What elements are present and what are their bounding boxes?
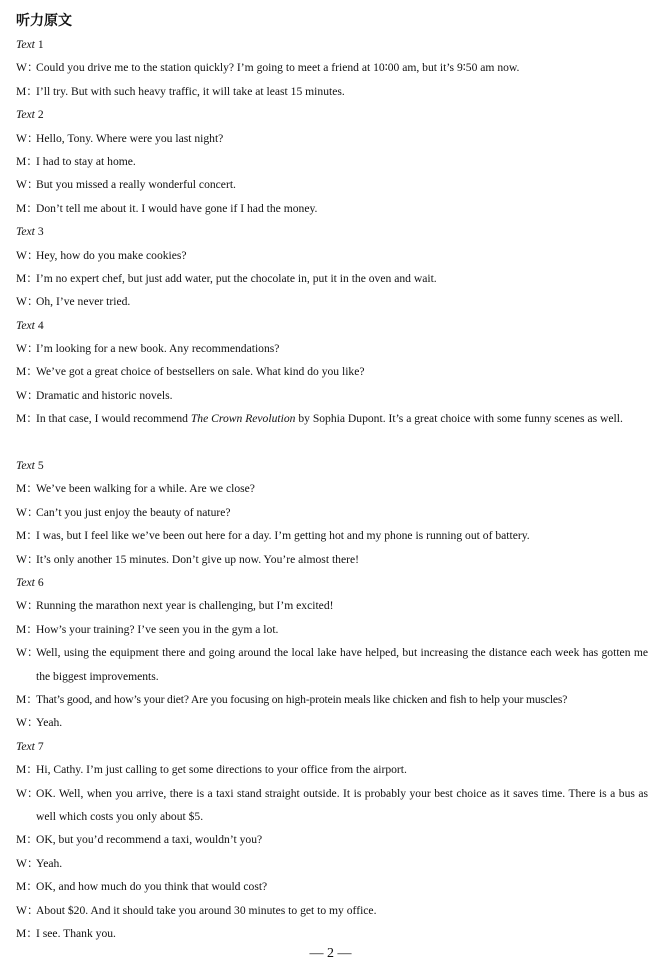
speaker: W： (16, 178, 39, 192)
dialogue-line (16, 127, 648, 150)
line-text: But you missed a really wonderful concert. (36, 178, 236, 192)
dialogue-line (16, 711, 648, 734)
speaker: W： (16, 903, 39, 917)
line-text: Hi, Cathy. I’m just calling to get some directions to your office from the airport. (36, 763, 407, 777)
dialogue-line (16, 548, 648, 571)
line-text: I’m looking for a new book. Any recommendations? (36, 342, 280, 356)
section-label (16, 33, 648, 56)
section-label-word: Text (16, 459, 35, 473)
section-label-word: Text (16, 576, 35, 589)
dialogue-line (16, 875, 648, 898)
line-text: I’ll try. But with such heavy traffic, it will take at least 15 minutes. (36, 84, 345, 98)
speaker: M： (16, 154, 38, 168)
speaker: W： (16, 295, 39, 309)
line-text: Running the marathon next year is challenging, but I’m excited! (36, 599, 334, 613)
section-label (16, 220, 648, 243)
speaker: W： (16, 505, 39, 519)
line-text: Well, using the equipment there and going around the local lake have helped, but increasing the distance each week has gotten me the biggest improvements. (36, 646, 648, 683)
speaker: W： (16, 856, 39, 870)
line-text: Hello, Tony. Where were you last night? (36, 131, 224, 145)
line-text: About $20. And it should take you around 30 minutes to get to my office. (36, 903, 377, 917)
dialogue-line (16, 337, 648, 360)
speaker: W： (16, 248, 39, 262)
speaker: M： (16, 622, 38, 636)
section-label (16, 571, 648, 594)
line-text: I was, but I feel like we’ve been out here for a day. I’m getting hot and my phone is running out of battery. (36, 529, 530, 543)
dialogue-line (16, 80, 648, 103)
speaker: W： (16, 716, 39, 730)
speaker: M： (16, 529, 38, 543)
line-text: OK, but you’d recommend a taxi, wouldn’t you? (36, 833, 263, 847)
speaker: W： (16, 786, 39, 800)
section-number: 4 (37, 318, 44, 332)
line-text: How’s your training? I’ve seen you in the gym a lot. (36, 622, 279, 636)
section-number: 2 (37, 108, 44, 122)
speaker: M： (16, 692, 38, 706)
line-text: Could you drive me to the station quickly? I’m going to meet a friend at 10∶00 am, but it’s 9∶50 am now. (36, 61, 520, 75)
dialogue-line (16, 244, 648, 267)
section-number: 1 (37, 38, 44, 51)
dialogue-line (16, 922, 648, 945)
dialogue-line (16, 852, 648, 875)
section-number: 5 (37, 459, 44, 473)
section-label-word: Text (16, 38, 35, 51)
line-text: OK. Well, when you arrive, there is a taxi stand straight outside. It is probably your best choice as it saves time. There is a bus as well which costs you only about $5. (36, 786, 648, 823)
speaker: W： (16, 599, 39, 613)
dialogue-line (16, 782, 648, 829)
dialogue-line (16, 501, 648, 524)
dialogue-line (16, 828, 648, 851)
section-label-word: Text (16, 108, 35, 122)
dialogue-line (16, 384, 648, 407)
line-text: Can’t you just enjoy the beauty of nature? (36, 505, 231, 519)
line-text: Yeah. (36, 716, 63, 730)
line-text: I had to stay at home. (36, 154, 136, 168)
section-label (16, 314, 648, 337)
book-title: The Crown Revolution (190, 412, 296, 426)
section-label (16, 454, 648, 477)
speaker: W： (16, 342, 39, 356)
dialogue-line (16, 618, 648, 641)
dialogue-line (16, 477, 648, 500)
line-text: Hey, how do you make cookies? (36, 248, 187, 262)
section-label (16, 103, 648, 126)
speaker: W： (16, 131, 39, 145)
section-label-word: Text (16, 739, 35, 753)
dialogue-line (16, 899, 648, 922)
speaker: M： (16, 833, 38, 847)
dialogue-line (16, 641, 648, 688)
line-text (36, 407, 648, 430)
section-number: 7 (37, 739, 44, 753)
speaker: M： (16, 412, 38, 426)
dialogue-line (16, 524, 648, 547)
line-text: Dramatic and historic novels. (36, 388, 173, 402)
line-text: We’ve got a great choice of bestsellers on sale. What kind do you like? (36, 365, 365, 379)
section-number: 3 (37, 225, 44, 239)
dialogue-line (16, 594, 648, 617)
line-text: Yeah. (36, 856, 63, 870)
dialogue-line (16, 56, 648, 79)
section-label-word: Text (16, 225, 35, 239)
line-text: Don’t tell me about it. I would have gone if I had the money. (36, 201, 318, 215)
dialogue-line (16, 173, 648, 196)
line-text: It’s only another 15 minutes. Don’t give up now. You’re almost there! (36, 552, 359, 566)
dialogue-line (16, 197, 648, 220)
dialogue-line (16, 758, 648, 781)
line-text: We’ve been walking for a while. Are we close? (36, 482, 255, 496)
speaker: W： (16, 388, 39, 402)
speaker: M： (16, 880, 38, 894)
speaker: M： (16, 482, 38, 496)
speaker: M： (16, 84, 38, 98)
dialogue-line (16, 150, 648, 173)
line-text: That’s good, and how’s your diet? Are you focusing on high-protein meals like chicken and fish to help your muscles? (36, 692, 568, 706)
speaker: W： (16, 646, 39, 660)
speaker: M： (16, 201, 38, 215)
dialogue-line (16, 407, 648, 454)
speaker: W： (16, 61, 39, 75)
dialogue-line (16, 360, 648, 383)
page-heading: 听力原文 (16, 13, 72, 29)
section-label (16, 735, 648, 758)
dialogue-line (16, 290, 648, 313)
speaker: W： (16, 552, 39, 566)
line-text: I see. Thank you. (36, 926, 116, 940)
speaker: M： (16, 926, 38, 940)
speaker: M： (16, 763, 38, 777)
line-text: Oh, I’ve never tried. (36, 295, 131, 309)
page-number: — 2 — (309, 946, 352, 961)
section-label-word: Text (16, 318, 35, 332)
dialogue-line (16, 267, 648, 290)
line-text: I’m no expert chef, but just add water, put the chocolate in, put it in the oven and wait. (36, 271, 437, 285)
line-text-part: by Sophia Dupont. It’s a great choice with some funny scenes as well. (295, 412, 623, 426)
speaker: M： (16, 365, 38, 379)
speaker: M： (16, 271, 38, 285)
dialogue-line (16, 688, 648, 711)
line-text-part: In that case, I would recommend (36, 412, 191, 426)
line-text: OK, and how much do you think that would cost? (36, 880, 268, 894)
transcript-body (16, 33, 648, 945)
section-number: 6 (37, 576, 44, 589)
